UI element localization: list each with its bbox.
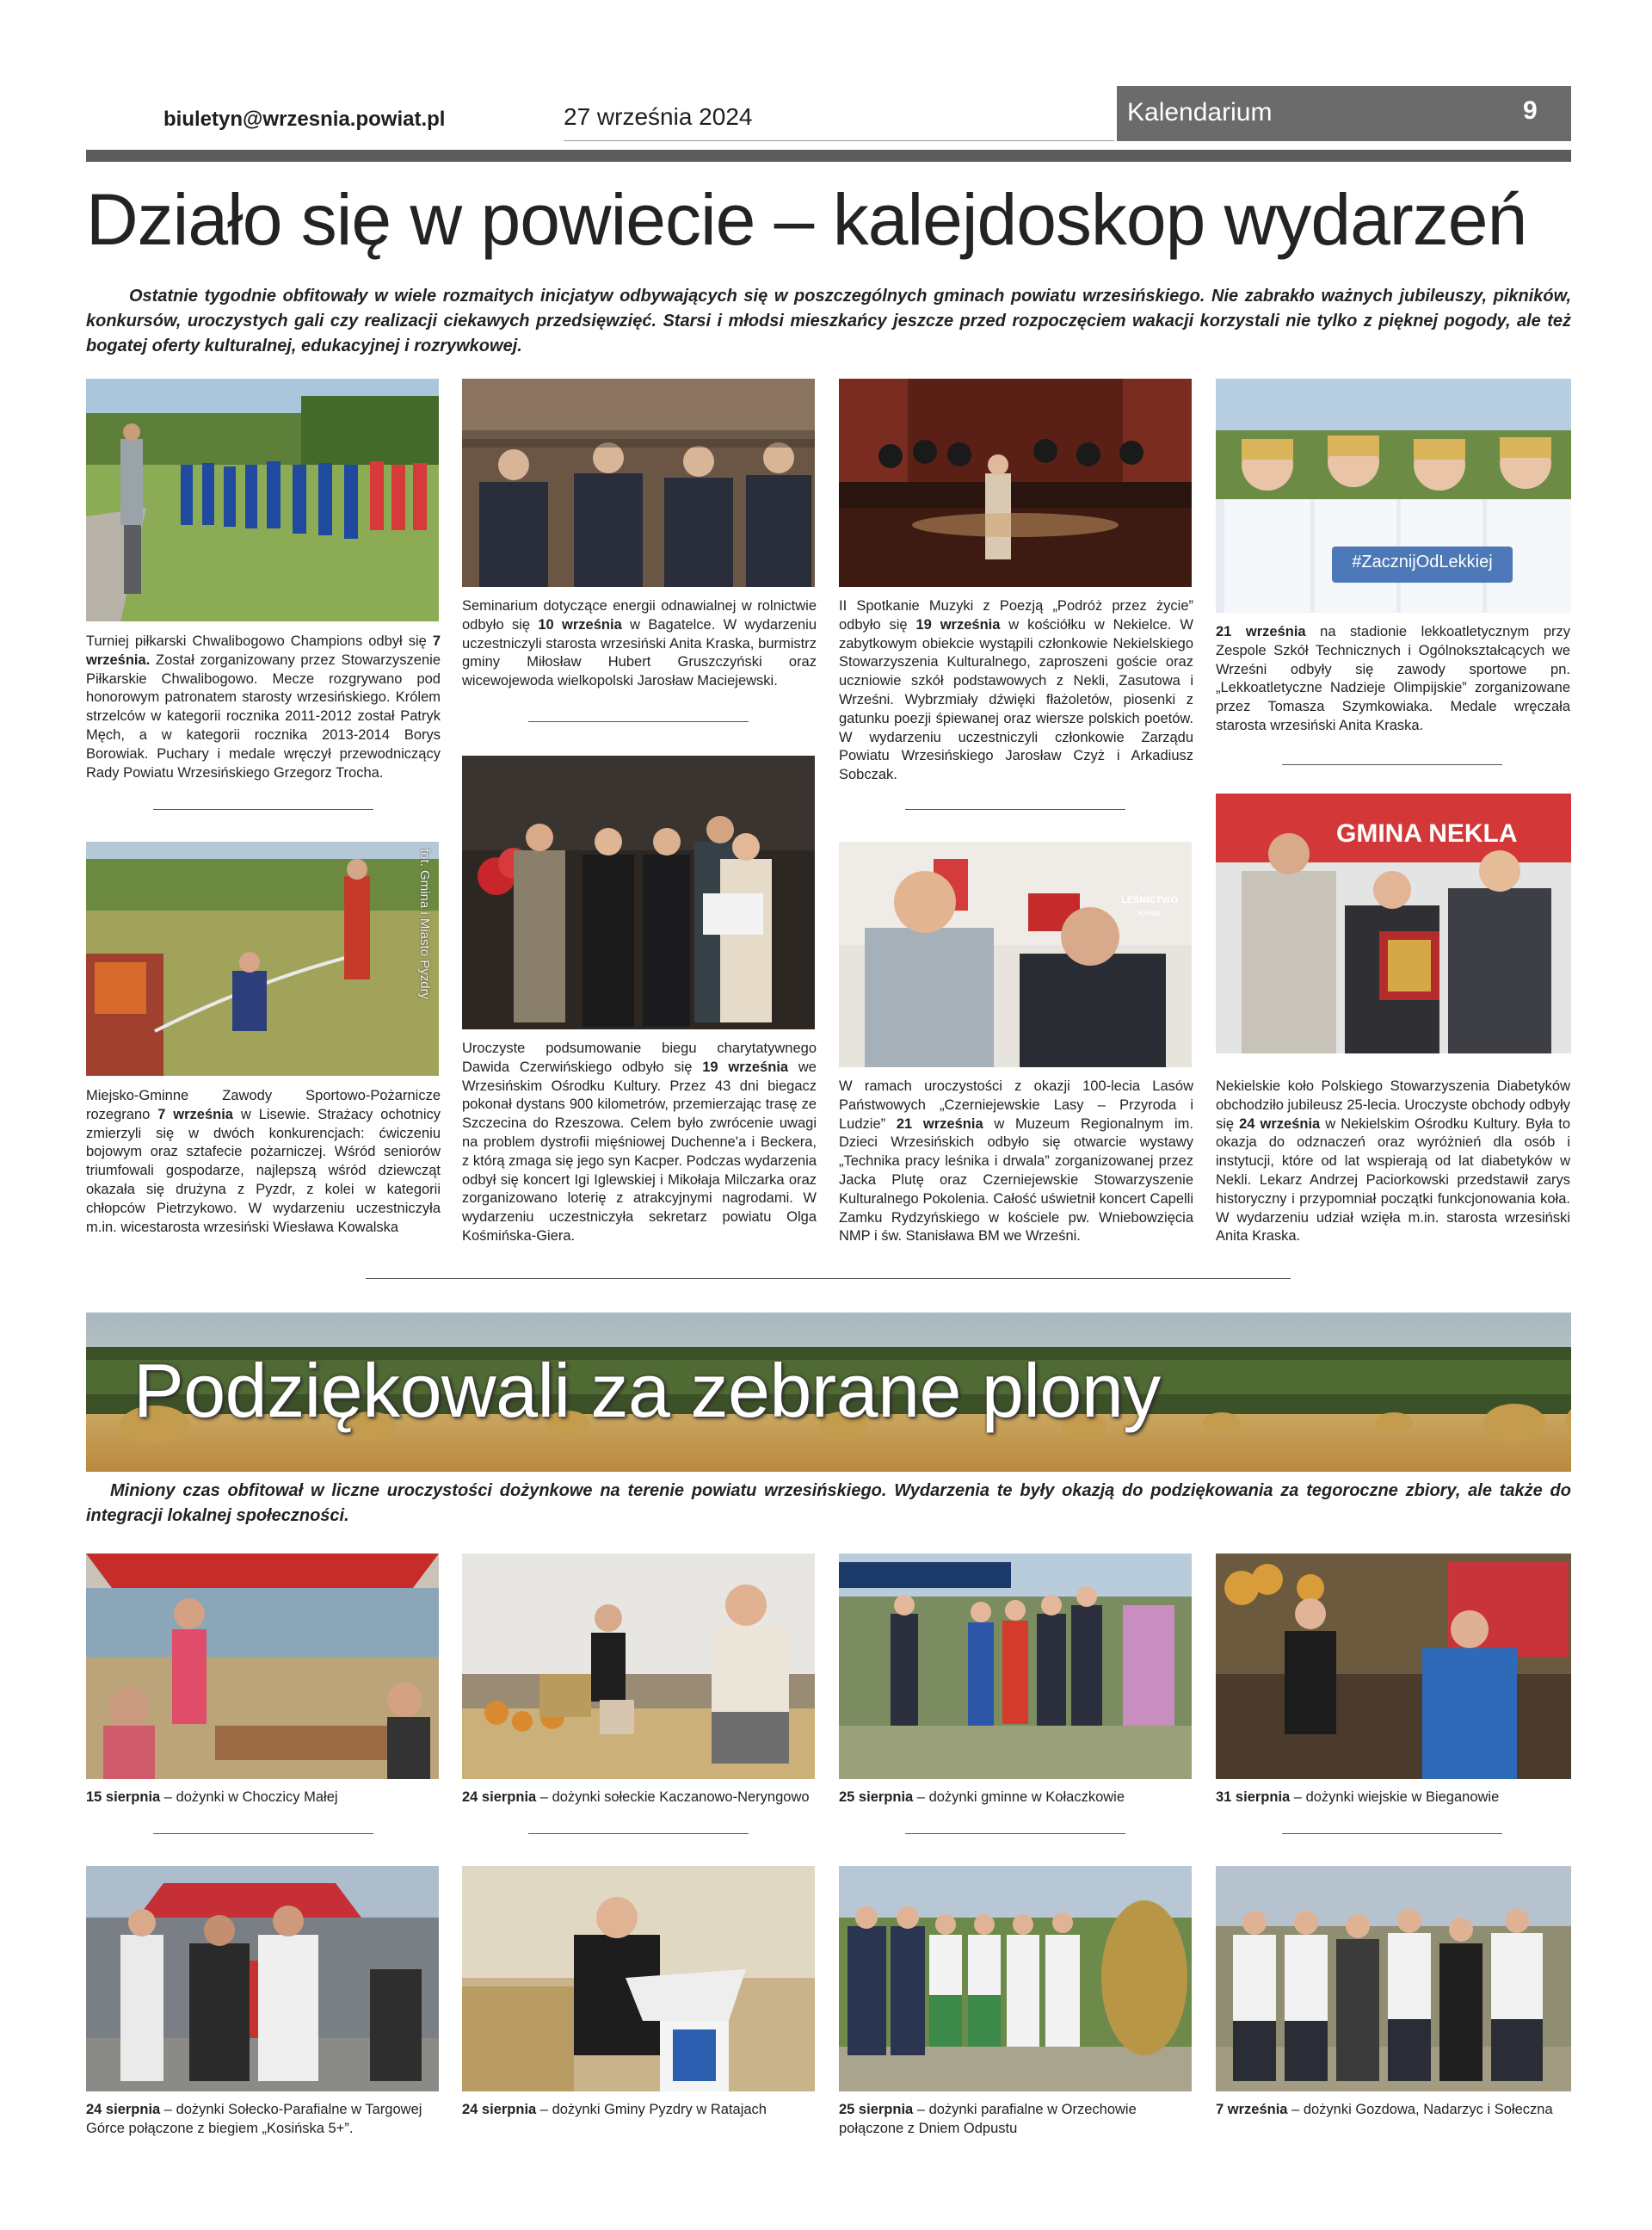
- separator: [1282, 1833, 1502, 1834]
- caption-harvest-2: 24 sierpnia – dożynki sołeckie Kaczanowo-Neryngowo: [462, 1789, 810, 1805]
- separator: [153, 809, 373, 810]
- caption-forestry: W ramach uroczystości z okazji 100-lecia Lasów Państwowych „Czerniejewskie Lasy – Przyroda i Ludzie” 21 września w Muzeum Regionalnym im. Dzieci Wrzesińskich odbyło się otwarcie wystawy „Technika pracy leśnika i drwala” zorganizowanej przez Jacka Plutę oraz Czerniejewskie Stowarzyszenie Kulturalnego Pokolenia. Całość uświetnił koncert Capelli Zamku Rydzyńskiego w kościele pw. Wniebowzięcia NMP i św. Stanisława BM we Wrześni.: [839, 1078, 1193, 1245]
- caption-harvest-8: 7 września – dożynki Gozdowa, Nadarzyc i Sołeczna: [1216, 2102, 1553, 2117]
- header-email: biuletyn@wrzesnia.powiat.pl: [163, 108, 446, 131]
- photo-harvest-kolaczkowo: [839, 1554, 1192, 1779]
- photo-hashtag-sign: #ZacznijOdLekkiej: [1352, 553, 1493, 571]
- separator: [528, 1833, 749, 1834]
- photo-harvest-orzechowo: [839, 1866, 1192, 2091]
- separator: [905, 1833, 1125, 1834]
- caption-music-poetry: II Spotkanie Muzyki z Poezją „Podróż przez życie” odbyło się 19 września w kościółku w Nekielce. W zabytkowym obiekcie wystąpili członkowie Nekielskiego Stowarzyszenia Kulturalnego, zaproszeni goście oraz uczniowie szkół podstawowych z Nekli, Zasutowa i Wrześni. Wybrzmiały dźwięki fłażoletów, piosenki z gatunku poezji śpiewanej oraz wiersze polskich poetów. W wydarzeniu uczestniczyli członkowie Zarządu Powiatu Wrzesińskiego Jarosław Czyż i Arkadiusz Sobczak.: [839, 598, 1193, 783]
- photo-harvest-rataje: [462, 1866, 815, 2091]
- photo-harvest-choczica: [86, 1554, 439, 1779]
- photo-harvest-kaczanowo: [462, 1554, 815, 1779]
- separator: [905, 809, 1125, 810]
- header-rule: [564, 140, 1114, 141]
- top-divider: [86, 150, 1571, 162]
- article-separator: [366, 1278, 1291, 1279]
- caption-harvest-4: 31 sierpnia – dożynki wiejskie w Bieganowie: [1216, 1789, 1500, 1805]
- photo-seminar: [462, 379, 815, 587]
- photo-athletics-girls: [1216, 379, 1571, 613]
- separator: [153, 1833, 373, 1834]
- separator: [1282, 764, 1502, 765]
- caption-diabetics: Nekielskie koło Polskiego Stowarzyszenia Diabetyków obchodziło jubileusz 25-lecia. Uroczyste obchody odbyły się 24 września w Nekielskim Ośrodku Kultury. Była to okazja do odznaczeń oraz wyróżnień dla osób i instytucji, które od lat wspierają od lat diabetyków w Nekli. Lekarz Andrzej Paciorkowski przedstawił zarys historyczny i przypomniał początki funkcjonowania koła. W wydarzeniu udział wzięła m.in. starosta wrzesiński Anita Kraska.: [1216, 1078, 1570, 1245]
- photo-sign-lesnictwo-sub: KARW: [1137, 909, 1162, 917]
- caption-firefighters: Miejsko-Gminne Zawody Sportowo-Pożarnicze rozegrano 7 września w Lisewie. Strażacy ochotnicy zmierzyli się w dwóch konkurencjach: ćwiczeniu bojowym oraz sztafecie pożarniczej. Wśród seniorów triumfowali gospodarze, najlepszą wśród dziewcząt okazała się drużyna z Pyzdr, z kolei w kategorii chłopców Pietrzykowo. W wydarzeniu uczestniczyła m.in. wicestarosta wrzesiński Wiesława Kowalska: [86, 1088, 441, 1235]
- article-lead: Ostatnie tygodnie obfitowały w wiele rozmaitych inicjatyw odbywających się w poszczególnych gminach powiatu wrzesińskiego. Nie zabrakło ważnych jubileuszy, pikników, konkursów, uroczystych gali czy realizacji ciekawych przedsięwzięć. Starsi i młodsi mieszkańcy jeszcze przed rozpoczęciem wakacji korzystali nie tylko z pięknej pogody, ale też bogatej oferty kulturalnej, edukacyjnej i rozrywkowej.: [86, 287, 1571, 355]
- caption-athletics: 21 września na stadionie lekkoatletycznym przy Zespole Szkół Technicznych i Ogólnokształcących we Wrześni odbyły się zawody sportowe pn. „Lekkoatletyczne Nadzieje Olimpijskie” zorganizowane przez Tomasza Szymkowiaka. Medale wręczała starosta wrzesiński Anita Kraska.: [1216, 624, 1570, 733]
- photo-credit: fot. Gmina i Miasto Pyzdry: [417, 849, 432, 1000]
- photo-football-tournament: [86, 379, 439, 621]
- photo-diabetics-jubilee: [1216, 794, 1571, 1053]
- caption-harvest-7: 25 sierpnia – dożynki parafialne w Orzechowie połączone z Dniem Odpustu: [839, 2102, 1137, 2136]
- photo-sign-lesnictwo: LEŚNICTWO: [1121, 895, 1178, 905]
- page-number: 9: [1523, 96, 1538, 125]
- header-date: 27 września 2024: [564, 103, 753, 130]
- caption-harvest-3: 25 sierpnia – dożynki gminne w Kołaczkowie: [839, 1789, 1125, 1805]
- photo-sign-gmina: GMINA NEKLA: [1336, 819, 1518, 848]
- separator: [528, 721, 749, 722]
- caption-football: Turniej piłkarski Chwalibogowo Champions odbył się 7 września. Został zorganizowany przez Stowarzyszenie Piłkarskie Chwalibogowo. Mecze rozgrywano pod honorowym patronatem starosty wrzesińskiego. Królem strzelców w kategorii rocznika 2011-2012 został Patryk Męch, a w kategorii rocznika 2013-2014 Borys Borowiak. Puchary i medale wręczył przewodniczący Rady Powiatu Wrzesińskiego Grzegorz Trocha.: [86, 633, 441, 781]
- article-title: Działo się w powiecie – kalejdoskop wydarzeń: [86, 179, 1527, 260]
- photo-harvest-gozdowo: [1216, 1866, 1571, 2091]
- caption-harvest-6: 24 sierpnia – dożynki Gminy Pyzdry w Ratajach: [462, 2102, 767, 2117]
- section-name: Kalendarium: [1127, 98, 1273, 127]
- photo-charity-run: [462, 756, 815, 1029]
- caption-harvest-1: 15 sierpnia – dożynki w Choczicy Małej: [86, 1789, 338, 1805]
- caption-charity-run: Uroczyste podsumowanie biegu charytatywnego Dawida Czerwińskiego odbyło się 19 września we Wrzesińskim Ośrodku Kultury. Przez 43 dni biegacz pokonał dystans 900 kilometrów, przemierzając trasę ze Szczecina do Rzeszowa. Celem było zwrócenie uwagi na problem dystrofii mięśniowej Duchenne'a i Beckera, z którą zmaga się jego syn Kacper. Podczas wydarzenia odbył się koncert Igi Iglewskiej i Mikołaja Milczarka oraz zorganizowano loterię z atrakcyjnymi nagrodami. W wydarzeniu uczestniczyła sekretarz powiatu Olga Kośmińska-Giera.: [462, 1041, 817, 1244]
- photo-harvest-bieganowo: [1216, 1554, 1571, 1779]
- caption-harvest-5: 24 sierpnia – dożynki Sołecko-Parafialne w Targowej Górce połączone z biegiem „Kosińska 5+”.: [86, 2102, 422, 2136]
- photo-firefighters: [86, 842, 439, 1076]
- caption-seminar: Seminarium dotyczące energii odnawialnej w rolnictwie odbyło się 10 września w Bagatelce. W wydarzeniu uczestniczyli starosta wrzesiński Anita Kraska, burmistrz gminy Miłosław Hubert Gruszczyński oraz wicewojewoda wielkopolski Jarosław Maciejewski.: [462, 598, 817, 689]
- photo-music-poetry: [839, 379, 1192, 587]
- photo-harvest-targowa-gorka: [86, 1866, 439, 2091]
- photo-forestry-exhibition: [839, 842, 1192, 1067]
- article2-lead: Miniony czas obfitował w liczne uroczystości dożynkowe na terenie powiatu wrzesińskiego. Wydarzenia te były okazją do podziękowania za tegoroczne zbiory, ale także do integracji lokalnej społeczności.: [86, 1481, 1571, 1525]
- article2-title: Podziękowali za zebrane plony: [133, 1348, 1161, 1433]
